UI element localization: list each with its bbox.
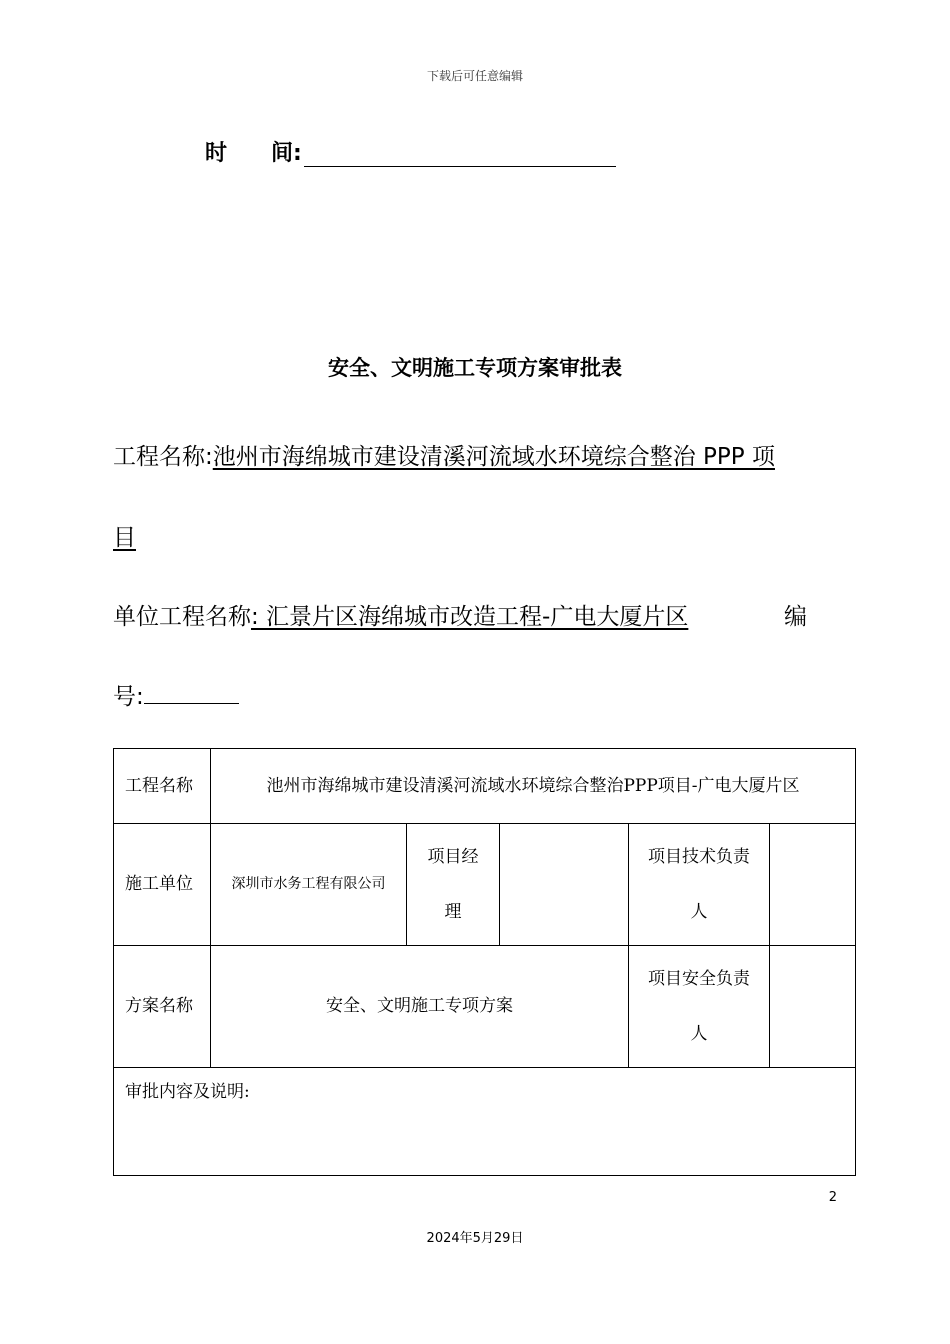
table-row [114,946,856,1068]
time-label: 时 间: [205,141,302,166]
project-name-line [113,438,775,471]
plan-name-label: 方案名称 [114,946,211,1068]
plan-name-value: 安全、文明施工专项方案 [211,946,629,1068]
project-name-cell-label: 工程名称 [114,749,211,824]
unit-name-line [113,598,807,631]
project-name-label: 工程名称: [113,444,213,470]
unit-name-label: 单位工程名称 [113,604,251,630]
project-name-value-2: 目 [113,525,136,551]
header-note: 下载后可任意编辑 [426,69,523,83]
project-manager-label: 项目经理 [407,824,500,946]
approval-notes-cell[interactable]: 审批内容及说明: [114,1068,856,1176]
safety-lead-label: 项目安全负责人 [629,946,770,1068]
approval-table [113,748,856,1176]
tech-lead-value[interactable] [770,824,856,946]
time-line [205,136,616,167]
number-blank [144,683,239,704]
page-number: 2 [828,1190,837,1205]
contractor-value: 深圳市水务工程有限公司 [211,824,407,946]
tech-lead-label: 项目技术负责人 [629,824,770,946]
table-row [114,824,856,946]
time-blank [304,142,616,167]
project-name-value-1: 池州市海绵城市建设清溪河流域水环境综合整治 PPP 项 [212,444,775,470]
project-manager-value[interactable] [500,824,629,946]
project-name-line-2 [113,519,136,552]
safety-lead-value[interactable] [770,946,856,1068]
number-line [113,678,239,711]
unit-name-value: : 汇景片区海绵城市改造工程-广电大厦片区 [251,604,689,630]
table-row [114,1068,856,1176]
document-title: 安全、文明施工专项方案审批表 [328,356,622,380]
number-label-part1: 编 [784,604,807,630]
table-row [114,749,856,824]
number-label-part2: 号: [113,684,144,710]
contractor-label: 施工单位 [114,824,211,946]
project-name-cell-value: 池州市海绵城市建设清溪河流域水环境综合整治PPP项目-广电大厦片区 [211,749,856,824]
footer-date: 2024年5月29日 [426,1231,524,1246]
